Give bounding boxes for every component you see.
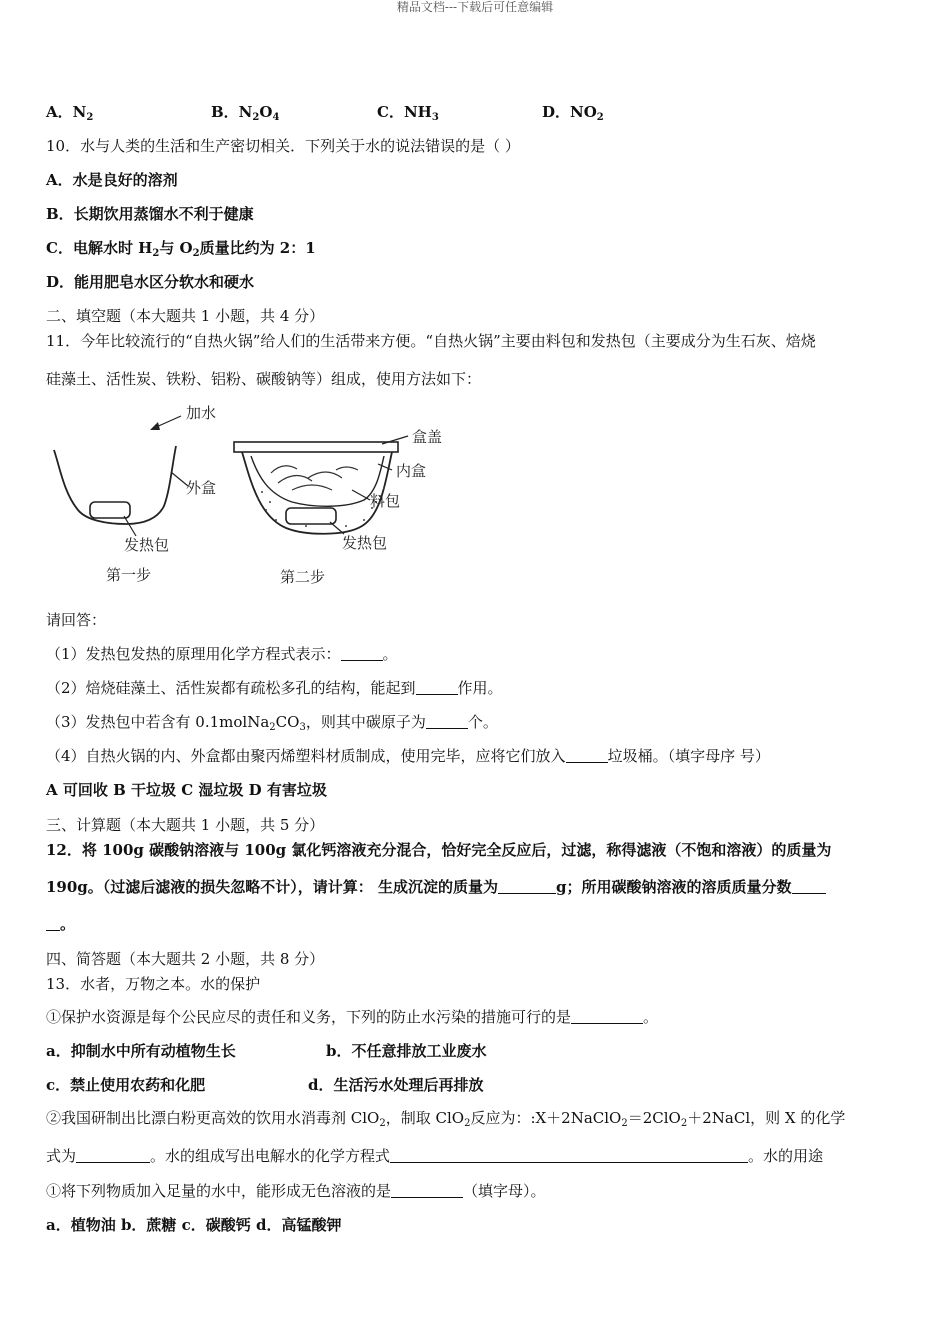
q10-option-b: B．长期饮用蒸馏水不利于健康 <box>46 205 254 223</box>
q11-ask: 请回答： <box>46 611 107 629</box>
inner-box-label: 内盒 <box>396 462 427 480</box>
q10-option-d: D．能用肥皂水区分软水和硬水 <box>46 273 255 291</box>
q11-line1: 11．今年比较流行的“自热火锅”给人们的生活带来方便。“自热火锅”主要由料包和发热包（主要成分为生石灰、焙烧 <box>46 332 816 350</box>
q11-choices: A 可回收 B 干垃圾 C 湿垃圾 D 有害垃圾 <box>46 781 327 799</box>
q12-line3: 。 <box>46 914 75 934</box>
add-water-label: 加水 <box>186 404 217 422</box>
q9-option-a: A．$N_2$ <box>46 103 94 123</box>
q10-option-c: C．电解水时 $H_2$与 $O_2$质量比约为 2：1 <box>46 239 316 259</box>
q13-sub2-line1: ②我国研制出比漂白粉更高效的饮用水消毒剂 ClO$_2$，制取 ClO$_2$反应为：:X＋2NaClO$_2$＝2ClO$_2$＋2NaCl，则 X 的化学 <box>46 1109 846 1129</box>
section-fill-in: 二、填空题（本大题共 1 小题，共 4 分） <box>46 307 325 325</box>
food-pack-label: 料包 <box>370 492 401 510</box>
heat-pack-label-2: 发热包 <box>342 534 388 552</box>
section-calculation: 三、计算题（本大题共 1 小题，共 5 分） <box>46 816 325 834</box>
q13-option-a: a．抑制水中所有动植物生长 <box>46 1042 236 1060</box>
heat-pack-label-1: 发热包 <box>124 536 170 554</box>
outer-box-label: 外盒 <box>186 479 217 497</box>
q13-sub3: ①将下列物质加入足量的水中，能形成无色溶液的是 （填字母）。 <box>46 1182 546 1200</box>
q13-sub3-options: a．植物油 b．蔗糖 c．碳酸钙 d．高锰酸钾 <box>46 1216 342 1234</box>
q9-option-c: C．$NH_3$ <box>377 103 439 123</box>
step1-label: 第一步 <box>106 566 152 584</box>
page-header: 精品文档---下载后可任意编辑 <box>396 0 554 14</box>
q13-title: 13．水者，万物之本。水的保护 <box>46 975 261 993</box>
q13-option-c: c．禁止使用农药和化肥 <box>46 1076 206 1094</box>
q11-line2: 硅藻土、活性炭、铁粉、铝粉、碳酸钠等）组成，使用方法如下： <box>46 370 482 388</box>
step2-label: 第二步 <box>280 568 326 586</box>
q10-stem: 10．水与人类的生活和生产密切相关．下列关于水的说法错误的是（ ） <box>46 137 520 155</box>
q12-line1: 12．将 100g 碳酸钠溶液与 100g 氯化钙溶液充分混合，恰好完全反应后，过滤，称得滤液（不饱和溶液）的质量为 <box>46 841 832 859</box>
hotpot-diagram <box>46 398 466 598</box>
q12-line2: 190g。（过滤后滤液的损失忽略不计），请计算： 生成沉淀的质量为 g；所用碳酸钠溶液的溶质质量分数 <box>46 877 826 897</box>
q13-sub2-line2: 式为 。水的组成写出电解水的化学方程式 。水的用途 <box>46 1147 824 1165</box>
q11-part2: （2）焙烧硅藻土、活性炭都有疏松多孔的结构，能起到 作用。 <box>46 679 503 697</box>
section-short-answer: 四、简答题（本大题共 2 小题，共 8 分） <box>46 950 325 968</box>
q11-part1: （1）发热包发热的原理用化学方程式表示： 。 <box>46 645 398 663</box>
q10-option-a: A．水是良好的溶剂 <box>46 171 178 189</box>
q9-option-d: D．$NO_2$ <box>542 103 604 123</box>
q13-option-b: b．不任意排放工业废水 <box>326 1042 487 1060</box>
q13-option-d: d．生活污水处理后再排放 <box>308 1076 484 1094</box>
q11-part4: （4）自热火锅的内、外盒都由聚丙烯塑料材质制成，使用完毕，应将它们放入 垃圾桶。（填字母序 号） <box>46 747 770 765</box>
q13-sub1: ①保护水资源是每个公民应尽的责任和义务，下列的防止水污染的措施可行的是 。 <box>46 1008 659 1026</box>
q9-option-b: B．$N_2O_4$ <box>211 103 280 123</box>
q11-part3: （3）发热包中若含有 $0.1molNa_2CO_3$，则其中碳原子为 个。 <box>46 713 498 733</box>
lid-label: 盒盖 <box>412 428 443 446</box>
